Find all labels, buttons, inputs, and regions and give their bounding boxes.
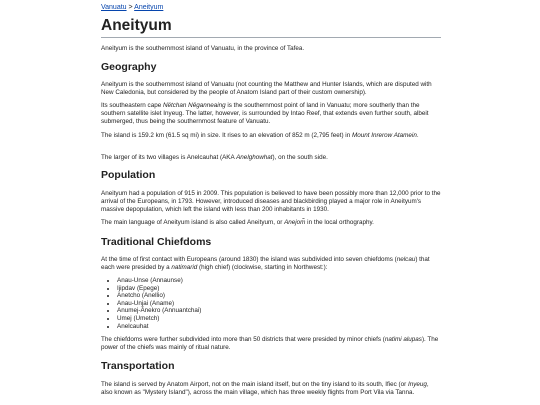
chiefdoms-paragraph-1: At the time of first contact with Europeans (around 1830) the island was subdivided into seven chiefdoms (nelcau) that each were presided by a natimarid (high chief) (clockwise, starting in Northwest:): [101,256,430,272]
transportation-paragraph-1: The island is served by Anatom Airport, not on the main island itself, but on the tiny island to its south, Ifiec (or Inyeug, also known as "Mystery Island"), across the main village, which has three weekly flights from Port Vila via Tanna. [101,381,429,397]
term-nelcau: nelcau [396,256,416,263]
language-name: Anejom̃ [284,219,306,226]
chiefdoms-paragraph-2: The chiefdoms were further subdivided into more than 50 districts that were presided by minor chiefs (natimi alupas). The power of the chiefs was mainly of ritual nature. [101,336,439,352]
breadcrumb-separator: > [128,4,133,11]
population-paragraph-2: The main language of Aneityum island is also called Aneityum, or Anejom̃ in the local orthography. [101,219,374,226]
geography-paragraph-3: The island is 159.2 km (61.5 sq mi) in size. It rises to an elevation of 852 m (2,795 feet) in Mount Inrerow Atamein. [101,132,419,139]
mount-name: Mount Inrerow Atamein [351,132,417,139]
list-item: • Umej (Umetch) [117,315,201,323]
term-natimi-alupas: natimi alupas [384,336,422,343]
list-item: • Anau-Unse (Annaunse) [117,277,201,285]
list-item: • Ijipdav (Epege) [117,285,201,293]
heading-geography: Geography [101,61,157,73]
breadcrumb [101,3,163,12]
geography-paragraph-2: Its southeastern cape Nëtchan Nëganneaing is the southernmost point of land in Vanuatu; more southerly than the southern satellite islet Inyeug. The latter, however, is surrounded by Intao Reef, that extends even further south, albeit submerged, thus being the southernmost feature of Vanuatu. [101,102,429,126]
islet-alt-name: Inyeug [407,381,427,388]
population-paragraph-1: Aneityum had a population of 915 in 2009. This population is believed to have been possibly more than 12,000 prior to the arrival of the Europeans, in 1793. However, introduced diseases and blackbirding played a major role in Aneityum's massive depopulation, which left the island with less than 200 inhabitants in 1930. [101,190,441,214]
list-item: • Anumej-Änekro (Annuantchai) [117,307,201,315]
village-alt-name: Anelghowhat [236,154,273,161]
page-title: Aneityum [101,16,441,38]
heading-transportation: Transportation [101,360,175,372]
geography-paragraph-1: Aneityum is the southernmost island of Vanuatu (not counting the Matthew and Hunter Islands, which are disputed with New Caledonia, but considered by the people of Anatom Island part of their custom ownership). [101,81,432,97]
term-natimarid: natimarid [171,264,198,272]
geography-paragraph-4: The larger of its two villages is Anelcauhat (AKA Anelghowhat), on the south side. [101,154,328,161]
heading-population: Population [101,169,156,181]
breadcrumb-link-aneityum[interactable]: Aneityum [134,4,164,11]
cape-name: Nëtchan Nëganneaing [162,102,226,109]
list-item: • Anau-Unjai (Aname) [117,300,201,308]
breadcrumb-link-vanuatu[interactable]: Vanuatu [101,4,127,11]
list-item: • Anetcho (Anellio) [117,292,201,300]
list-item: • Anelcauhat [117,323,201,331]
chiefdom-list [101,277,201,330]
heading-traditional-chiefdoms: Traditional Chiefdoms [101,236,212,248]
intro-paragraph: Aneityum is the southernmost island of Vanuatu, in the province of Tafea. [101,45,305,52]
